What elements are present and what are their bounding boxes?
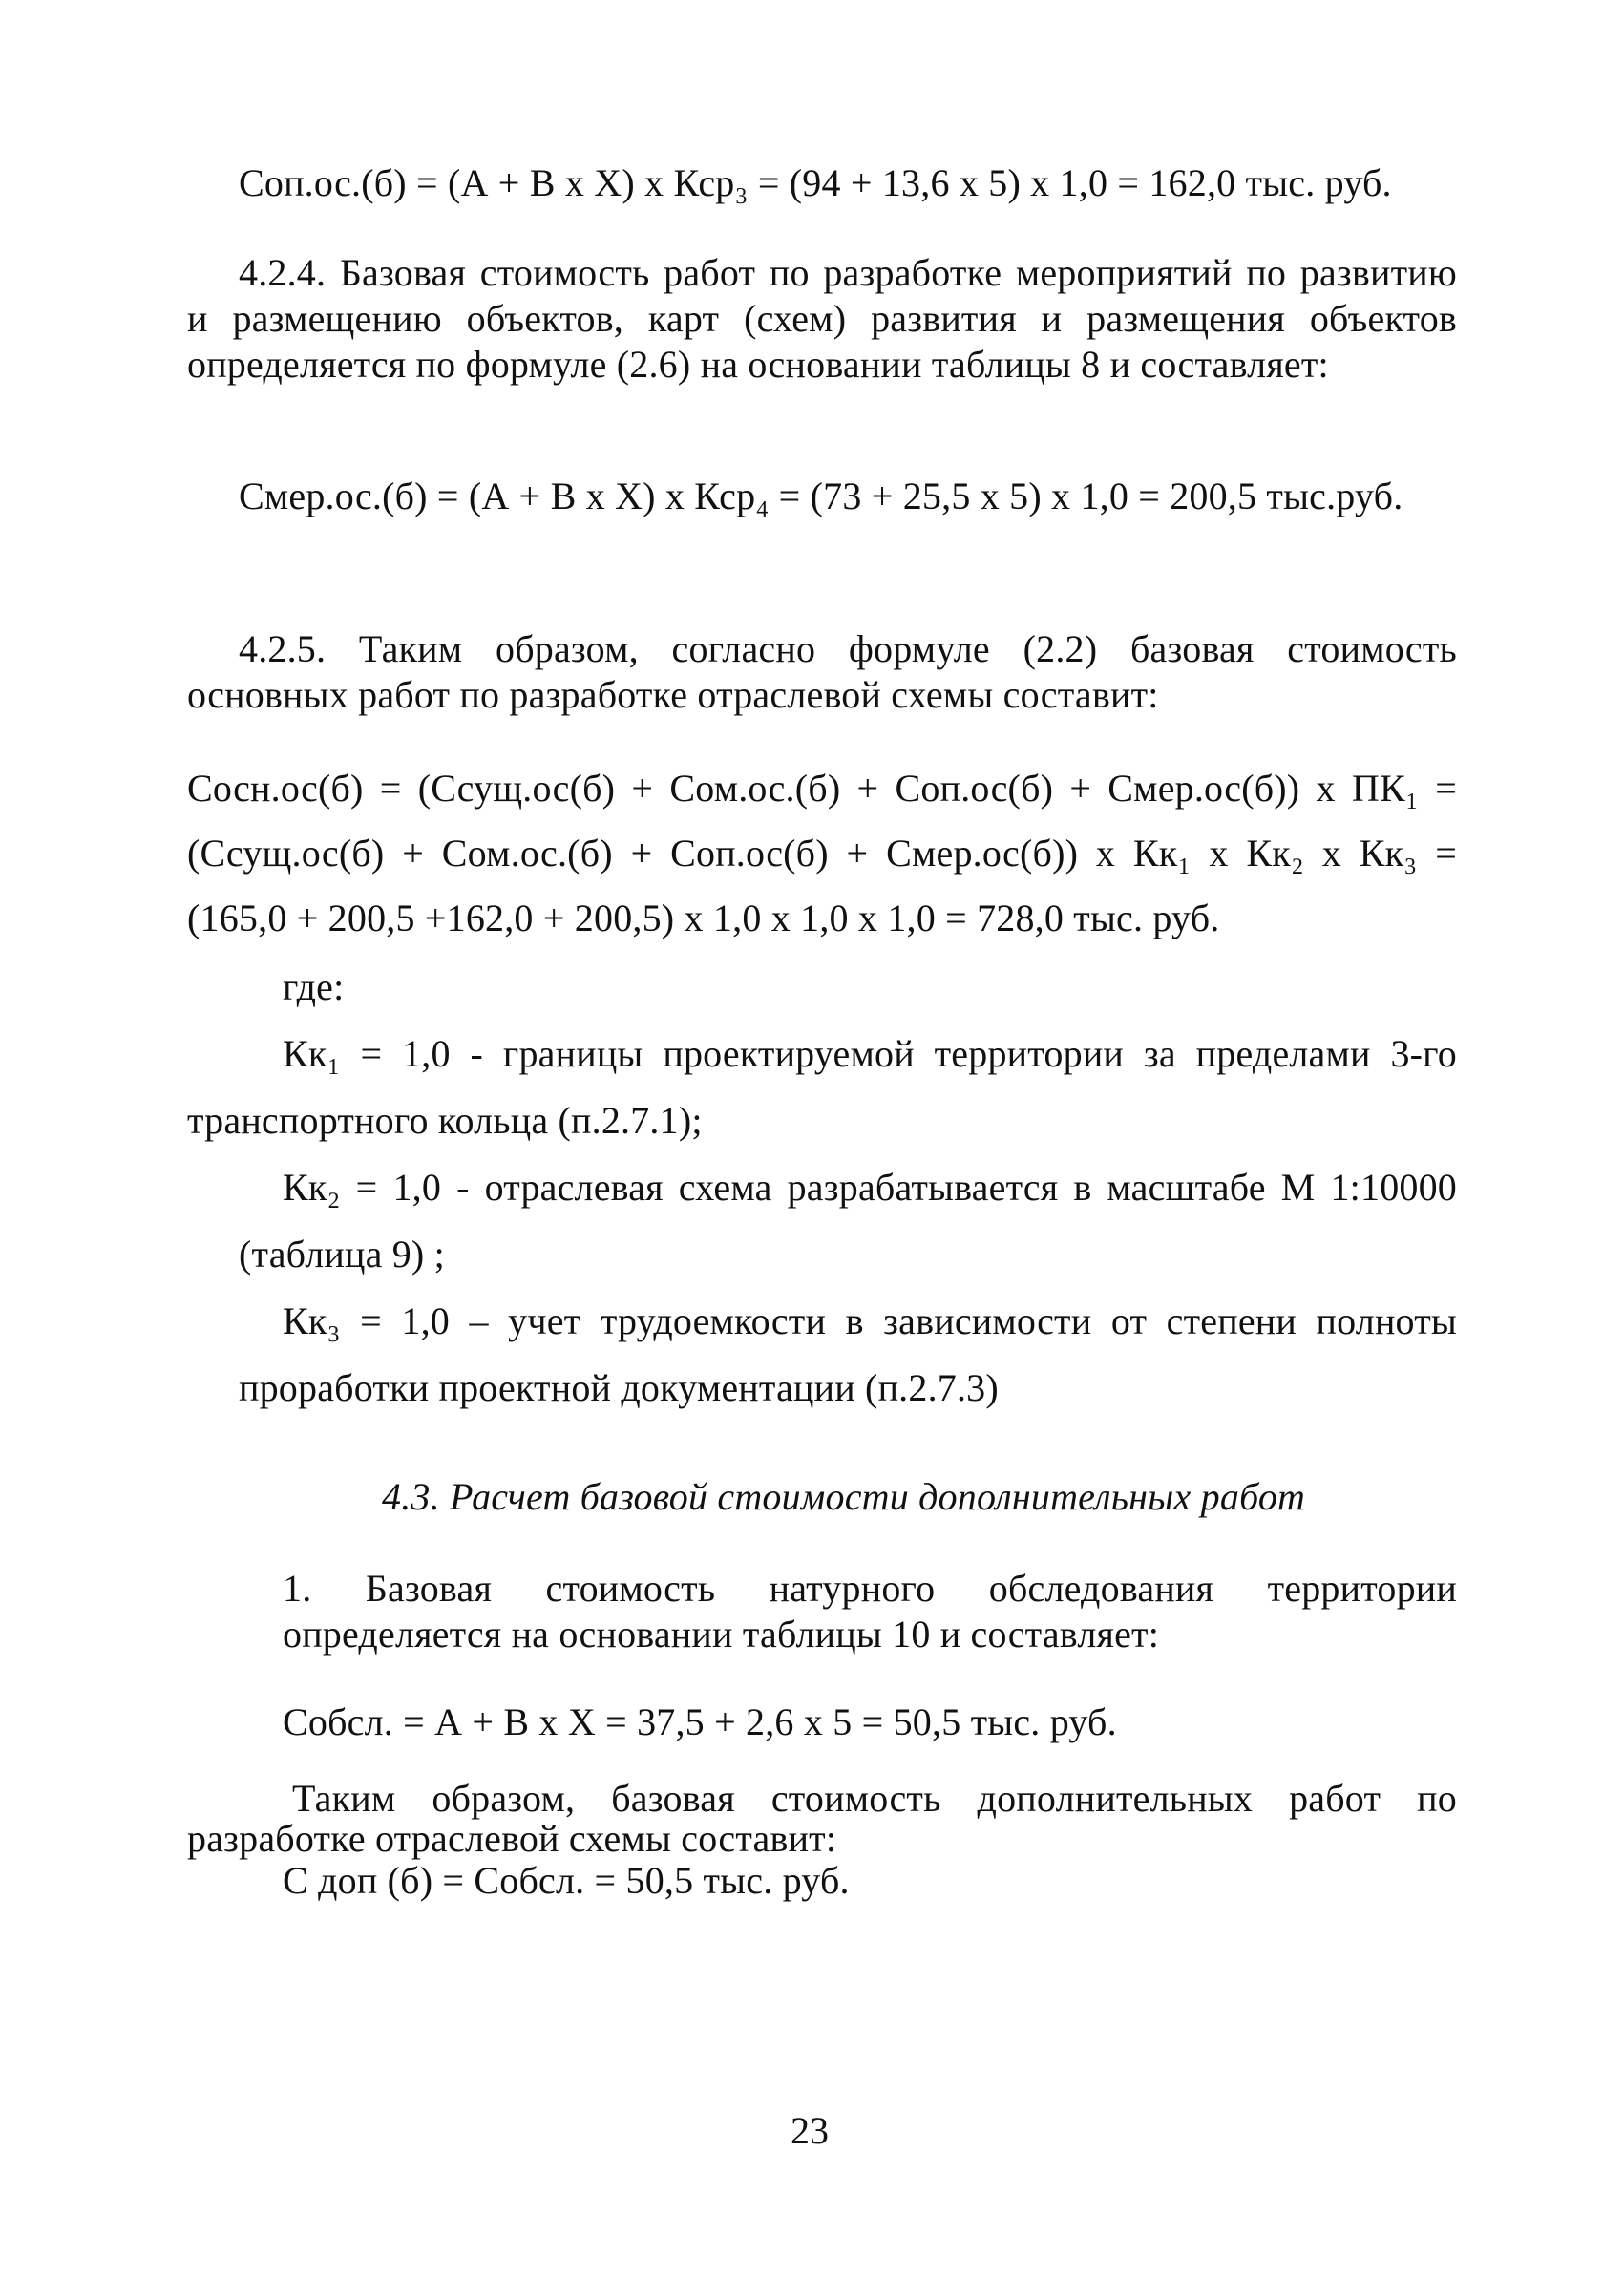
conclusion-line-1: Таким образом, базовая стоимость дополнительных работ по: [292, 1777, 1457, 1820]
kk3-line-1: Кк₃ = 1,0 – учет трудоемкости в зависимости от степени полноты: [283, 1299, 1457, 1342]
where-label: где:: [283, 965, 345, 1008]
kk3-line-2: проработки проектной документации (п.2.7.3): [239, 1366, 999, 1409]
kk1-line-2: транспортного кольца (п.2.7.1);: [187, 1099, 703, 1142]
item1-line-2: определяется на основании таблицы 10 и составляет:: [283, 1613, 1160, 1656]
para-425-line-1: 4.2.5. Таким образом, согласно формуле (2.2) базовая стоимость: [239, 627, 1457, 670]
kk2-line-1: Кк₂ = 1,0 - отраслевая схема разрабатывается в масштабе М 1:10000: [283, 1166, 1457, 1209]
formula-cop: Соп.ос.(б) = (А + В х Х) х Кср₃ = (94 + 13,6 х 5) х 1,0 = 162,0 тыс. руб.: [239, 161, 1392, 204]
conclusion-line-2: разработке отраслевой схемы составит:: [187, 1817, 837, 1860]
para-424-line-3: определяется по формуле (2.6) на основании таблицы 8 и составляет:: [187, 343, 1329, 386]
formula-cosn-line-3: (165,0 + 200,5 +162,0 + 200,5) х 1,0 х 1,0 х 1,0 = 728,0 тыс. руб.: [187, 897, 1220, 939]
section-43-heading: 4.3. Расчет базовой стоимости дополнительных работ: [382, 1475, 1306, 1518]
item1-line-1: 1. Базовая стоимость натурного обследования территории: [283, 1567, 1457, 1610]
formula-cosn-line-1: Сосн.ос(б) = (Ссущ.ос(б) + Сом.ос.(б) + Соп.ос(б) + Смер.ос(б)) х ПК₁ =: [187, 767, 1457, 810]
para-424-line-2: и размещению объектов, карт (схем) развития и размещения объектов: [187, 297, 1457, 340]
kk2-line-2: (таблица 9) ;: [239, 1233, 445, 1276]
formula-cosn-line-2: (Ссущ.ос(б) + Сом.ос.(б) + Соп.ос(б) + Смер.ос(б)) х Кк₁ х Кк₂ х Кк₃ =: [187, 832, 1457, 875]
page-number: 23: [791, 2109, 829, 2152]
kk1-line-1: Кк₁ = 1,0 - границы проектируемой территории за пределами 3-го: [283, 1032, 1457, 1075]
para-425-line-2: основных работ по разработке отраслевой схемы составит:: [187, 673, 1159, 716]
formula-cmer: Смер.ос.(б) = (А + В х Х) х Кср₄ = (73 + 25,5 х 5) х 1,0 = 200,5 тыс.руб.: [239, 475, 1403, 517]
formula-cobsl: Собсл. = А + В х Х = 37,5 + 2,6 х 5 = 50,5 тыс. руб.: [283, 1700, 1117, 1743]
para-424-line-1: 4.2.4. Базовая стоимость работ по разработке мероприятий по развитию: [239, 251, 1457, 294]
formula-cdop: С доп (б) = Собсл. = 50,5 тыс. руб.: [283, 1859, 850, 1902]
